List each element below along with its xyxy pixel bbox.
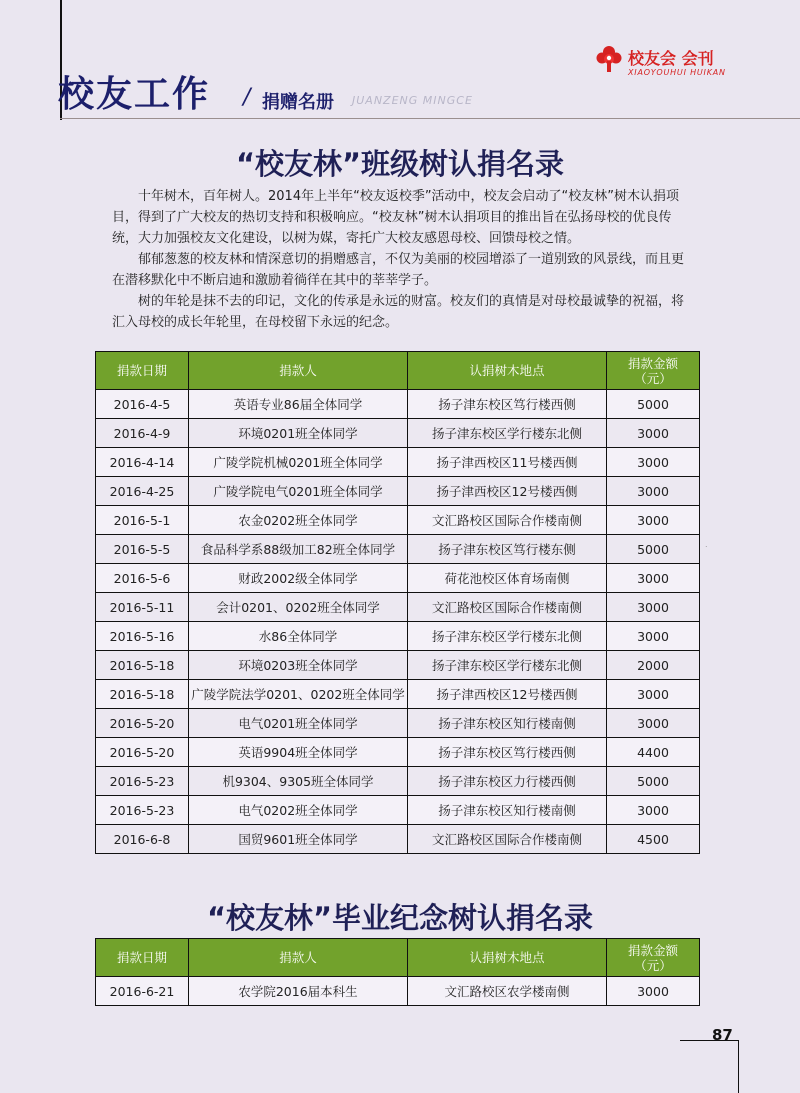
- cell-amount: 3000: [607, 680, 700, 709]
- table-row: [96, 419, 700, 448]
- cell-amount: 5000: [607, 390, 700, 419]
- section-separator: /: [243, 85, 251, 110]
- cell-donor: 国贸9601班全体同学: [189, 825, 408, 854]
- cell-date: 2016-5-23: [96, 796, 189, 825]
- cell-location: 扬子津东校区笃行楼西侧: [408, 390, 607, 419]
- cell-amount: 4400: [607, 738, 700, 767]
- cell-location: 扬子津东校区知行楼南侧: [408, 796, 607, 825]
- graduation-tree-table-body: [96, 977, 700, 1006]
- section-pinyin: JUANZENG MINGCE: [352, 94, 473, 107]
- cell-donor: 会计0201、0202班全体同学: [189, 593, 408, 622]
- class-tree-table-body: [96, 390, 700, 854]
- table-header-row: [96, 352, 700, 390]
- cell-location: 扬子津西校区12号楼西侧: [408, 680, 607, 709]
- magazine-logo-icon: [594, 44, 624, 74]
- intro-paragraph-3: 树的年轮是抹不去的印记，文化的传承是永远的财富。校友们的真情是对母校最诚挚的祝福，将汇入母校的成长年轮里，在母校留下永远的纪念。: [112, 294, 685, 330]
- cell-amount: 3000: [607, 506, 700, 535]
- table-row: [96, 977, 700, 1006]
- cell-location: 文汇路校区国际合作楼南侧: [408, 825, 607, 854]
- magazine-name: 校友会 会刊: [628, 49, 714, 68]
- section-title: 校友工作: [58, 74, 211, 115]
- table-row: [96, 535, 700, 564]
- cell-date: 2016-6-8: [96, 825, 189, 854]
- table-row: [96, 593, 700, 622]
- cell-amount: 4500: [607, 825, 700, 854]
- cell-donor: 英语专业86届全体同学: [189, 390, 408, 419]
- cell-date: 2016-5-20: [96, 738, 189, 767]
- cell-donor: 广陵学院法学0201、0202班全体同学: [189, 680, 408, 709]
- cell-location: 扬子津西校区11号楼西侧: [408, 448, 607, 477]
- cell-location: 扬子津东校区学行楼东北侧: [408, 651, 607, 680]
- header-location: 认捐树木地点: [408, 939, 607, 977]
- table-row: [96, 477, 700, 506]
- intro-text: [112, 186, 696, 333]
- cell-date: 2016-4-25: [96, 477, 189, 506]
- table-row: [96, 767, 700, 796]
- table-row: [96, 564, 700, 593]
- cell-donor: 财政2002级全体同学: [189, 564, 408, 593]
- cell-location: 扬子津东校区学行楼东北侧: [408, 419, 607, 448]
- table-row: [96, 448, 700, 477]
- table-row: [96, 651, 700, 680]
- cell-location: 荷花池校区体育场南侧: [408, 564, 607, 593]
- cell-location: 扬子津东校区笃行楼西侧: [408, 738, 607, 767]
- cell-date: 2016-5-1: [96, 506, 189, 535]
- cell-donor: 电气0202班全体同学: [189, 796, 408, 825]
- table-row: [96, 738, 700, 767]
- graduation-tree-table: [95, 938, 700, 1006]
- cell-location: 扬子津东校区笃行楼东侧: [408, 535, 607, 564]
- cell-location: 扬子津西校区12号楼西侧: [408, 477, 607, 506]
- header-date: 捐款日期: [96, 939, 189, 977]
- cell-date: 2016-5-11: [96, 593, 189, 622]
- page-number: 87: [712, 1026, 733, 1044]
- cell-date: 2016-5-18: [96, 680, 189, 709]
- table-row: [96, 622, 700, 651]
- header-amount-line1: 捐款金额: [627, 355, 678, 371]
- section-subtitle: 捐赠名册: [262, 92, 334, 113]
- cell-amount: 3000: [607, 477, 700, 506]
- header-rule: [60, 118, 800, 119]
- cell-amount: 3000: [607, 977, 700, 1006]
- cell-donor: 环境0201班全体同学: [189, 419, 408, 448]
- cell-date: 2016-5-18: [96, 651, 189, 680]
- table-row: [96, 796, 700, 825]
- header-amount: [607, 939, 700, 977]
- cell-date: 2016-4-5: [96, 390, 189, 419]
- title-graduation-tree: “校友林”毕业纪念树认捐名录: [206, 901, 594, 935]
- cell-location: 文汇路校区国际合作楼南侧: [408, 593, 607, 622]
- table-row: [96, 680, 700, 709]
- table-row: [96, 390, 700, 419]
- cell-amount: 3000: [607, 709, 700, 738]
- cell-amount: 3000: [607, 564, 700, 593]
- cell-donor: 农金0202班全体同学: [189, 506, 408, 535]
- cell-date: 2016-4-14: [96, 448, 189, 477]
- page-corner-vertical-rule: [738, 1040, 739, 1093]
- table-row: [96, 709, 700, 738]
- cell-donor: 水86全体同学: [189, 622, 408, 651]
- cell-donor: 电气0201班全体同学: [189, 709, 408, 738]
- cell-date: 2016-5-20: [96, 709, 189, 738]
- cell-date: 2016-5-5: [96, 535, 189, 564]
- margin-mark: .: [705, 540, 708, 549]
- table-header-row: [96, 939, 700, 977]
- cell-location: 文汇路校区国际合作楼南侧: [408, 506, 607, 535]
- cell-amount: 3000: [607, 593, 700, 622]
- cell-amount: 5000: [607, 767, 700, 796]
- cell-amount: 5000: [607, 535, 700, 564]
- cell-location: 扬子津东校区知行楼南侧: [408, 709, 607, 738]
- cell-donor: 英语9904班全体同学: [189, 738, 408, 767]
- header-date: 捐款日期: [96, 352, 189, 390]
- cell-date: 2016-4-9: [96, 419, 189, 448]
- cell-amount: 3000: [607, 622, 700, 651]
- title-class-tree: “校友林”班级树认捐名录: [235, 147, 565, 181]
- cell-date: 2016-5-6: [96, 564, 189, 593]
- header-amount-line1: 捐款金额: [627, 942, 678, 958]
- intro-paragraph-2: 郁郁葱葱的校友林和情深意切的捐赠感言，不仅为美丽的校园增添了一道别致的风景线，而且更在潜移默化中不断启迪和激励着徜徉在其中的莘莘学子。: [112, 252, 685, 288]
- cell-donor: 广陵学院电气0201班全体同学: [189, 477, 408, 506]
- magazine-pinyin: XIAOYOUHUI HUIKAN: [628, 68, 726, 77]
- cell-location: 扬子津东校区学行楼东北侧: [408, 622, 607, 651]
- cell-donor: 环境0203班全体同学: [189, 651, 408, 680]
- cell-donor: 机9304、9305班全体同学: [189, 767, 408, 796]
- header-donor: 捐款人: [189, 352, 408, 390]
- header-amount-unit: （元）: [634, 957, 672, 973]
- cell-amount: 2000: [607, 651, 700, 680]
- header-amount: [607, 352, 700, 390]
- class-tree-table: [95, 351, 700, 854]
- cell-donor: 食品科学系88级加工82班全体同学: [189, 535, 408, 564]
- intro-paragraph-1: 十年树木，百年树人。2014年上半年“校友返校季”活动中，校友会启动了“校友林”树木认捐项目，得到了广大校友的热切支持和积极响应。“校友林”树木认捐项目的推出旨在弘扬母校的优良传统，大力加强校友文化建设，以树为媒，寄托广大校友感恩母校、回馈母校之情。: [112, 189, 680, 246]
- cell-donor: 广陵学院机械0201班全体同学: [189, 448, 408, 477]
- header-location: 认捐树木地点: [408, 352, 607, 390]
- table-row: [96, 506, 700, 535]
- cell-amount: 3000: [607, 448, 700, 477]
- cell-date: 2016-5-23: [96, 767, 189, 796]
- cell-donor: 农学院2016届本科生: [189, 977, 408, 1006]
- header-amount-unit: （元）: [634, 370, 672, 386]
- cell-amount: 3000: [607, 419, 700, 448]
- cell-date: 2016-6-21: [96, 977, 189, 1006]
- cell-amount: 3000: [607, 796, 700, 825]
- cell-location: 文汇路校区农学楼南侧: [408, 977, 607, 1006]
- cell-date: 2016-5-16: [96, 622, 189, 651]
- table-row: [96, 825, 700, 854]
- cell-location: 扬子津东校区力行楼西侧: [408, 767, 607, 796]
- header-donor: 捐款人: [189, 939, 408, 977]
